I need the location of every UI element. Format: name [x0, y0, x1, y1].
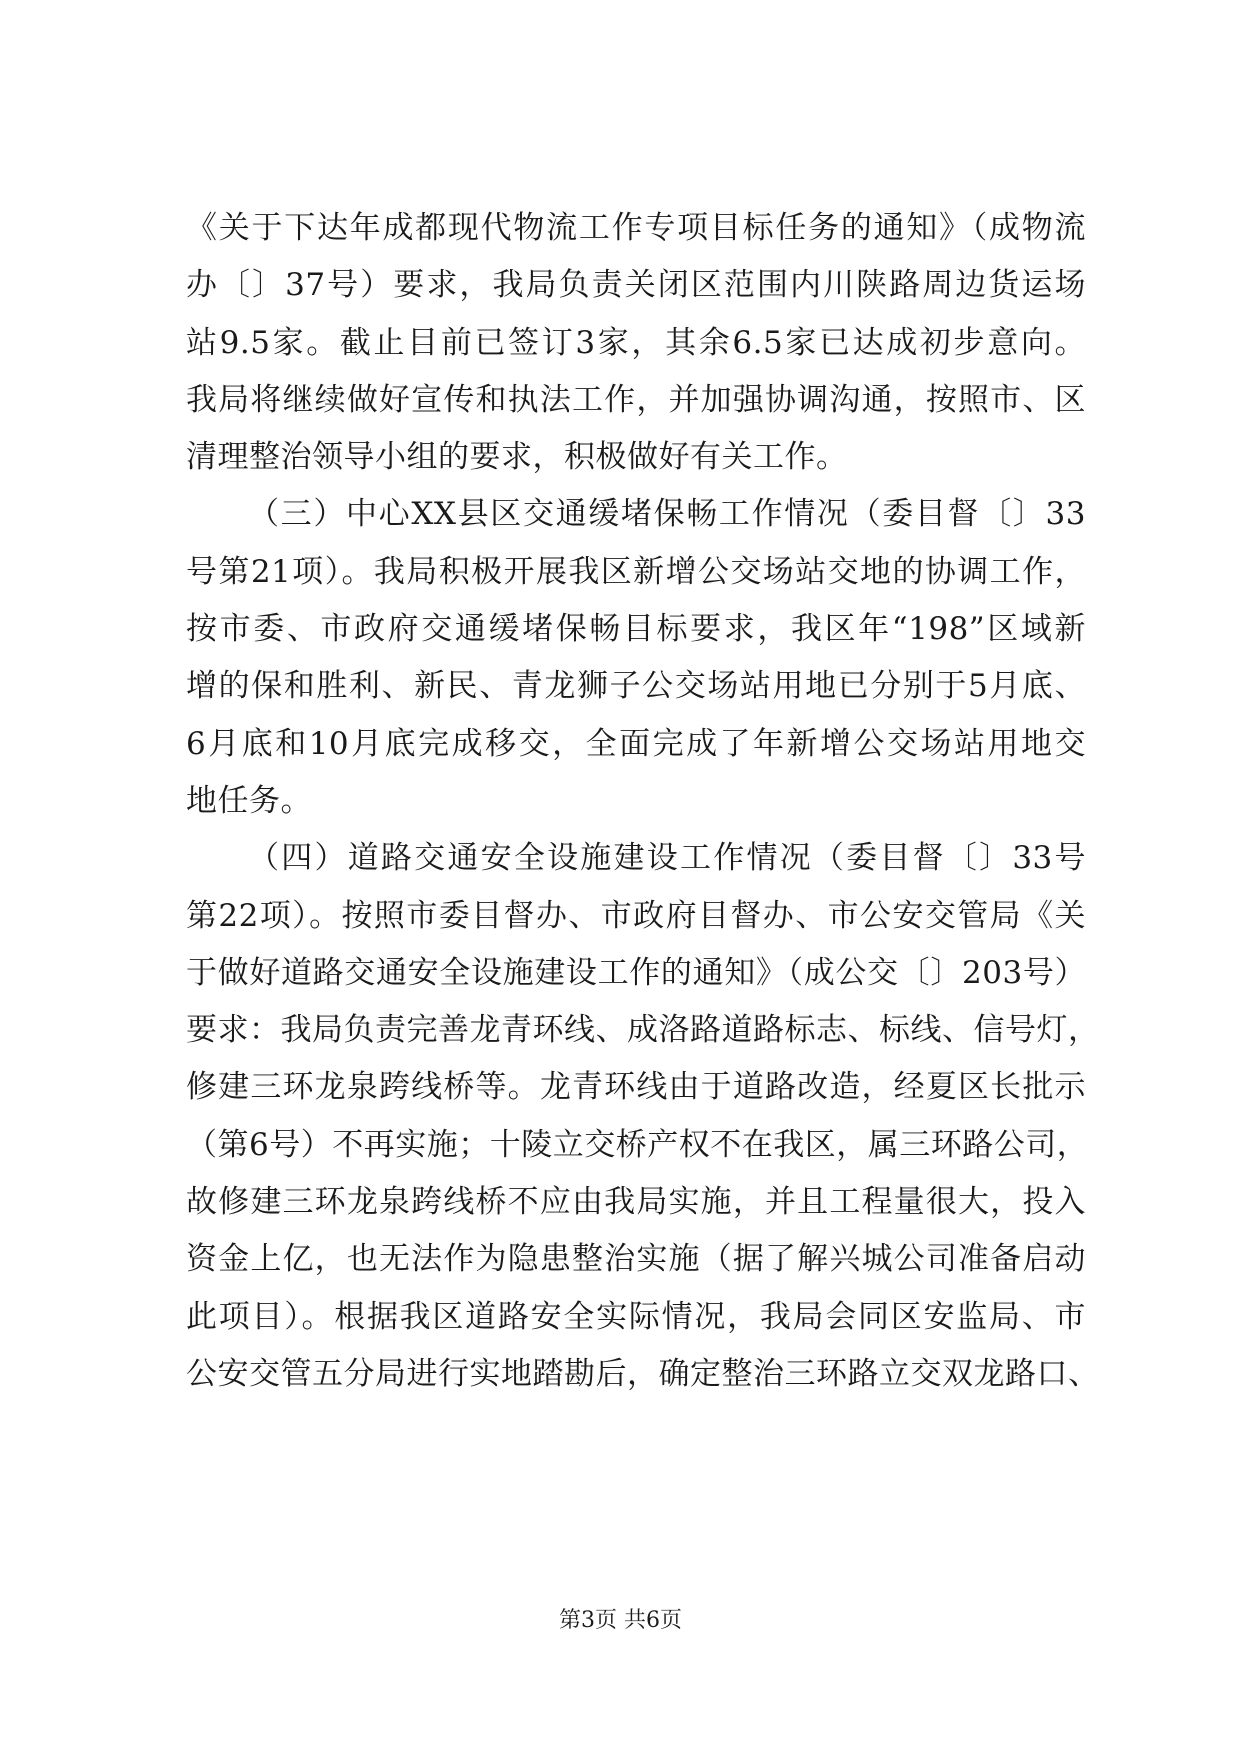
page-number-footer: 第3页 共6页	[559, 1608, 682, 1633]
text-line: 号第21项）。我局积极开展我区新增公交场站交地的协调工作，	[186, 553, 1086, 590]
text-line: 修建三环龙泉跨线桥等。龙青环线由于道路改造，经夏区长批示	[186, 1069, 1086, 1106]
paragraph-heading-4: （四）道路交通安全设施建设工作情况（委目督〔〕33号	[248, 840, 1086, 877]
text-line: 办〔〕37号）要求，我局负责关闭区范围内川陕路周边货运场	[186, 267, 1086, 304]
paragraph-heading-3: （三）中心XX县区交通缓堵保畅工作情况（委目督〔〕33	[248, 496, 1086, 533]
text-line: 于做好道路交通安全设施建设工作的通知》（成公交〔〕203号）	[186, 954, 1086, 991]
text-line: 6月底和10月底完成移交，全面完成了年新增公交场站用地交	[186, 725, 1086, 762]
text-line: 此项目）。根据我区道路安全实际情况，我局会同区安监局、市	[186, 1298, 1086, 1335]
text-line: 按市委、市政府交通缓堵保畅目标要求，我区年“198”区域新	[186, 611, 1086, 648]
text-line: 第22项）。按照市委目督办、市政府目督办、市公安交管局《关	[186, 897, 1086, 934]
text-line: 我局将继续做好宣传和执法工作，并加强协调沟通，按照市、区	[186, 381, 1086, 418]
text-line: 地任务。	[186, 782, 312, 819]
text-line: 增的保和胜利、新民、青龙狮子公交场站用地已分别于5月底、	[186, 668, 1086, 705]
text-line: （第6号）不再实施；十陵立交桥产权不在我区，属三环路公司，	[186, 1126, 1089, 1163]
text-line: 要求：我局负责完善龙青环线、成洛路道路标志、标线、信号灯，	[186, 1012, 1100, 1049]
text-line: 站9.5家。截止目前已签订3家，其余6.5家已达成初步意向。	[186, 324, 1086, 361]
text-line: 资金上亿，也无法作为隐患整治实施（据了解兴城公司准备启动	[186, 1241, 1086, 1278]
text-line: 故修建三环龙泉跨线桥不应由我局实施，并且工程量很大，投入	[186, 1184, 1086, 1221]
document-body	[186, 200, 1100, 1403]
text-line: 公安交管五分局进行实地踏勘后，确定整治三环路立交双龙路口、	[186, 1355, 1100, 1392]
text-line: 清理整治领导小组的要求，积极做好有关工作。	[186, 439, 848, 476]
text-line: 《关于下达年成都现代物流工作专项目标任务的通知》（成物流	[186, 210, 1086, 246]
